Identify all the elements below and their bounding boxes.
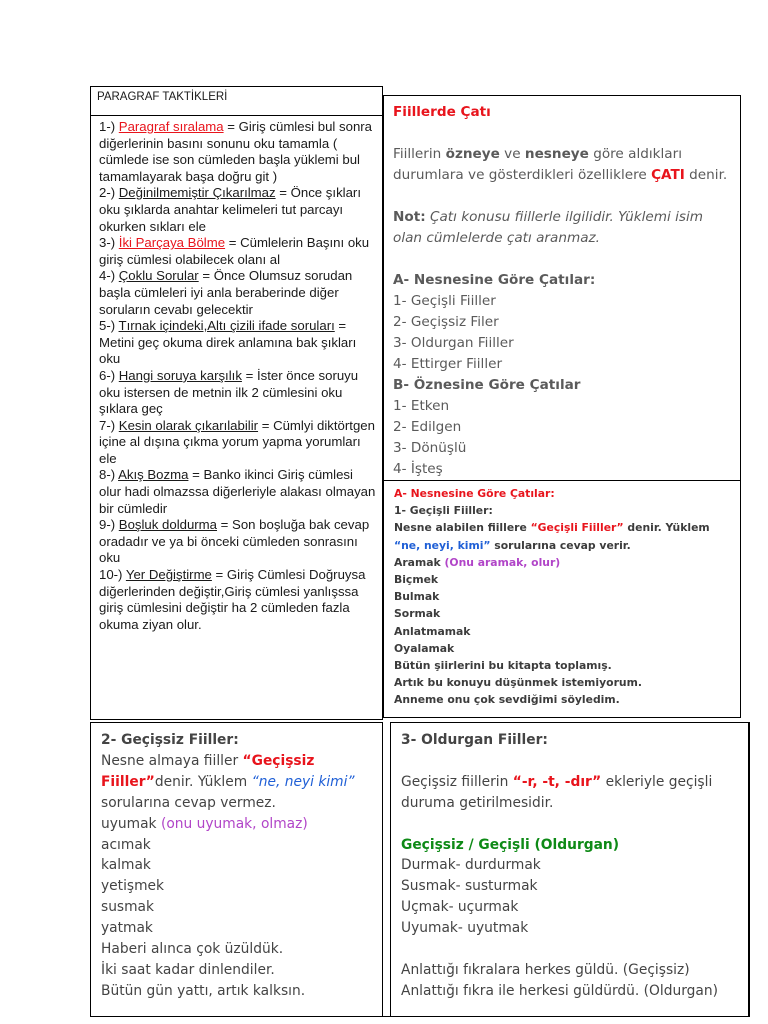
tactic-description: = Son boşluğa bak cevap oradadır ve ya bi önceki cümleden sonrasını oku xyxy=(99,517,370,566)
gecissiz-sentence: Bütün gün yattı, artık kalksın. xyxy=(101,982,306,999)
tactic-description: = Metini geç okuma direk anlamına bak şıkları oku xyxy=(99,318,357,367)
tactic-name: Boşluk doldurma xyxy=(118,517,218,533)
tactic-description: = Giriş Cümlesi Doğruysa diğerlerinden değiştir,Giriş cümlesi yanlışssa giriş cümlesini değiştir ha 2 cümleden fazla okuma ziyan olur. xyxy=(99,567,366,632)
group-b-item: 2- Edilgen xyxy=(393,419,462,435)
gecisli-word: Sormak xyxy=(394,607,441,621)
group-a-heading: A- Nesnesine Göre Çatılar: xyxy=(393,272,596,288)
gecisli-sentence: Anneme onu çok sevdiğimi söyledim. xyxy=(394,693,620,707)
oldurgan-sentence: Anlattığı fıkra ile herkesi güldürdü. (Oldurgan) xyxy=(401,982,719,999)
tactic-item xyxy=(99,318,378,368)
gecissiz-sentence: Haberi alınca çok üzüldük. xyxy=(101,941,284,958)
oldurgan-pair: Uçmak- uçurmak xyxy=(401,899,519,916)
oldurgan-sentence-list xyxy=(401,960,740,1002)
tactic-item xyxy=(99,119,378,185)
gecissiz-heading: 2- Geçişsiz Fiiller: xyxy=(101,732,239,748)
group-a-item: 3- Oldurgan Fiiller xyxy=(393,335,514,351)
gecissiz-definition: Nesne almaya fiiller “Geçişsiz Fiiller”denir. Yüklem “ne, neyi kimi” sorularına cevap vermez. xyxy=(101,752,355,811)
gecisli-word: Biçmek xyxy=(394,573,439,587)
gecisli-word: Bulmak xyxy=(394,590,440,604)
tactic-item xyxy=(99,268,378,318)
tactic-name: Kesin olarak çıkarılabilir xyxy=(118,417,259,433)
group-a-item: 1- Geçişli Fiiller xyxy=(393,293,496,309)
tactic-number: 9-) xyxy=(99,517,119,533)
group-b-item: 4- İşteş xyxy=(393,461,443,477)
group-b-list xyxy=(393,396,732,480)
tactic-name: Değinilmemiştir Çıkarılmaz xyxy=(118,185,276,201)
bottom-border xyxy=(90,1016,750,1017)
tactic-number: 5-) xyxy=(99,318,119,334)
tactic-description: = Banko ikinci Giriş cümlesi olur hadi olmazssa diğerleriyle alakası olmayan bir cümledir xyxy=(99,467,376,516)
cati-intro: Fiillerin özneye ve nesneye göre aldıkları durumlara ve gösterdikleri özelliklere ÇATI denir. xyxy=(393,146,728,183)
gecissiz-sentence: İki saat kadar dinlendiler. xyxy=(101,961,275,978)
tactic-number: 6-) xyxy=(99,367,119,383)
tactics-title: PARAGRAF TAKTİKLERİ xyxy=(97,91,228,103)
tactic-item xyxy=(99,418,378,468)
gecissiz-word: kalmak xyxy=(101,857,151,874)
oldurgan-definition: Geçişsiz fiillerin “-r, -t, -dır” ekleriyle geçişli duruma getirilmesidir. xyxy=(401,773,713,811)
tactic-name: Hangi soruya karşılık xyxy=(118,367,242,383)
gecisli-subtitle: 1- Geçişli Fiiller: xyxy=(394,504,493,518)
gecissiz-word: yatmak xyxy=(101,920,153,937)
tactics-title-box xyxy=(90,86,383,116)
oldurgan-heading: 3- Oldurgan Fiiller: xyxy=(401,732,548,748)
tactic-description: = İster önce soruyu oku istersen de metnin ilk 2 cümlesini oku şıklara geç xyxy=(99,367,359,417)
gecissiz-example: uyumak (onu uyumak, olmaz) xyxy=(101,815,308,832)
tactic-description: = Giriş cümlesi bul sonra diğerlerinin basını sonunu oku tamamla ( cümlede ise son cümleden başla yüklemi bul tamamlayarak başa doğru git ) xyxy=(99,119,373,184)
tactic-name: Çoklu Sorular xyxy=(118,268,199,284)
gecissiz-sentence-list xyxy=(101,939,374,1002)
tactic-item xyxy=(99,185,378,235)
tactic-name: Tırnak içindeki,Altı çizili ifade soruları xyxy=(118,318,335,334)
group-a-item: 4- Ettirger Fiiller xyxy=(393,356,503,372)
tactics-list xyxy=(90,115,383,720)
oldurgan-pair: Susmak- susturmak xyxy=(401,878,538,895)
tactic-number: 7-) xyxy=(99,417,119,433)
oldurgan-section xyxy=(390,722,749,1017)
oldurgan-pair-list xyxy=(401,855,740,939)
gecissiz-section xyxy=(90,722,383,1017)
gecisli-section xyxy=(383,480,741,718)
group-b-item: 3- Dönüşlü xyxy=(393,440,467,456)
cati-section xyxy=(383,95,741,481)
gecisli-word-list xyxy=(394,571,732,657)
tactic-name: Yer Değiştirme xyxy=(125,567,212,583)
tactic-item xyxy=(99,235,378,268)
gecissiz-word: acımak xyxy=(101,836,151,853)
tactic-number: 8-) xyxy=(99,467,119,483)
tactic-number: 2-) xyxy=(99,185,119,201)
gecisli-sentence: Artık bu konuyu düşünmek istemiyorum. xyxy=(394,676,642,690)
oldurgan-pair: Durmak- durdurmak xyxy=(401,857,541,874)
tactic-number: 3-) xyxy=(99,235,119,251)
gecisli-sentence-list xyxy=(394,657,732,709)
tactic-item xyxy=(99,467,378,517)
gecisli-sentence: Bütün şiirlerini bu kitapta toplamış. xyxy=(394,659,612,673)
gecissiz-word: susmak xyxy=(101,899,155,916)
tactic-number: 1-) xyxy=(99,119,119,134)
gecisli-word: Oyalamak xyxy=(394,641,455,655)
tactic-item xyxy=(99,567,378,633)
right-border xyxy=(749,722,750,1017)
tactic-item xyxy=(99,517,378,567)
group-b-heading: B- Öznesine Göre Çatılar xyxy=(393,377,581,393)
cati-note: Not: Çatı konusu fiillerle ilgilidir. Yüklemi isim olan cümlelerde çatı aranmaz. xyxy=(393,209,703,246)
gecisli-heading: A- Nesnesine Göre Çatılar: xyxy=(394,487,555,500)
tactic-name: İki Parçaya Bölme xyxy=(118,235,226,251)
gecisli-definition: Nesne alabilen fiillere “Geçişli Fiiller” denir. Yüklem “ne, neyi, kimi” sorularına cevap verir. xyxy=(394,521,710,552)
tactic-name: Paragraf sıralama xyxy=(118,119,224,134)
gecissiz-word: yetişmek xyxy=(101,878,165,895)
tactic-description: = Cümlelerin Başını oku giriş cümlesi olabilecek olanı al xyxy=(99,235,370,267)
group-a-item: 2- Geçişsiz Filer xyxy=(393,314,499,330)
gecisli-example: Aramak (Onu aramak, olur) xyxy=(394,555,561,569)
gecisli-word: Anlatmamak xyxy=(394,624,471,638)
tactic-description: = Cümlyi diktörtgen içine al dışına çıkma yorum yapma yorumları ele xyxy=(99,417,375,466)
oldurgan-sentence: Anlattığı fıkralara herkes güldü. (Geçişsiz) xyxy=(401,961,690,978)
tactic-description: = Önce şıkları oku şıklarda anahtar kelimeleri tut parcayı okurken sıkları ele xyxy=(99,185,361,234)
group-b-item: 1- Etken xyxy=(393,398,450,414)
oldurgan-pair: Uyumak- uyutmak xyxy=(401,920,529,937)
oldurgan-pair-heading: Geçişsiz / Geçişli (Oldurgan) xyxy=(401,836,620,853)
cati-title: Fiillerde Çatı xyxy=(393,104,491,120)
tactic-number: 4-) xyxy=(99,268,119,284)
tactic-name: Akış Bozma xyxy=(118,467,189,483)
tactic-number: 10-) xyxy=(99,567,126,583)
tactic-item xyxy=(99,368,378,418)
tactic-description: = Önce Olumsuz sorudan başla cümleleri iyi anla beraberinde diğer soruların cevabı gelecektir xyxy=(99,268,353,317)
group-a-list xyxy=(393,291,732,375)
gecissiz-word-list xyxy=(101,835,374,940)
